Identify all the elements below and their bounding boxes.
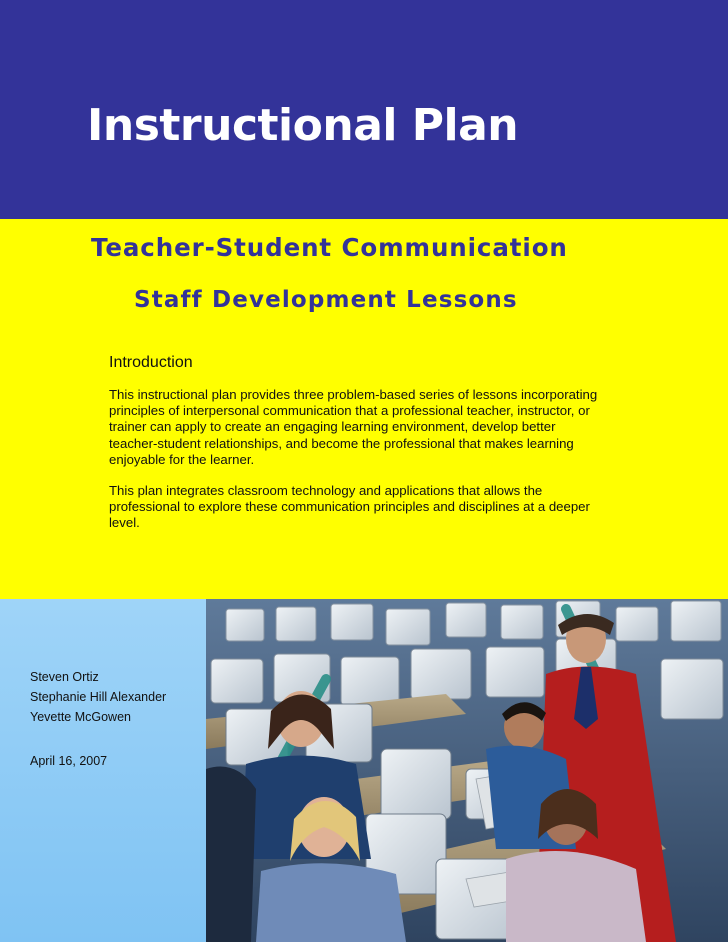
author-name: Steven Ortiz [30, 670, 99, 684]
author-credits [30, 667, 166, 771]
introduction-heading: Introduction [109, 354, 193, 371]
introduction-paragraph-1: This instructional plan provides three problem-based series of lessons incorporating principles of interpersonal communication that a professional teacher, instructor, or trainer can apply to create an engaging learning environment, develop better teacher-student relationships, and become the professional that makes learning enjoyable for the learner. [109, 387, 598, 467]
page-title: Instructional Plan [87, 100, 519, 151]
introduction-section [109, 353, 599, 547]
classroom-computer-lab-photo [206, 599, 728, 942]
subtitle-line-2: Staff Development Lessons [134, 287, 518, 313]
author-name: Stephanie Hill Alexander [30, 690, 167, 704]
subtitle-line-1: Teacher-Student Communication [91, 233, 568, 262]
publication-date: April 16, 2007 [30, 754, 108, 768]
author-name: Yevette McGowen [30, 710, 131, 724]
introduction-paragraph-2: This plan integrates classroom technology and applications that allows the professional to explore these communication principles and disciplines at a deeper level. [109, 483, 590, 531]
